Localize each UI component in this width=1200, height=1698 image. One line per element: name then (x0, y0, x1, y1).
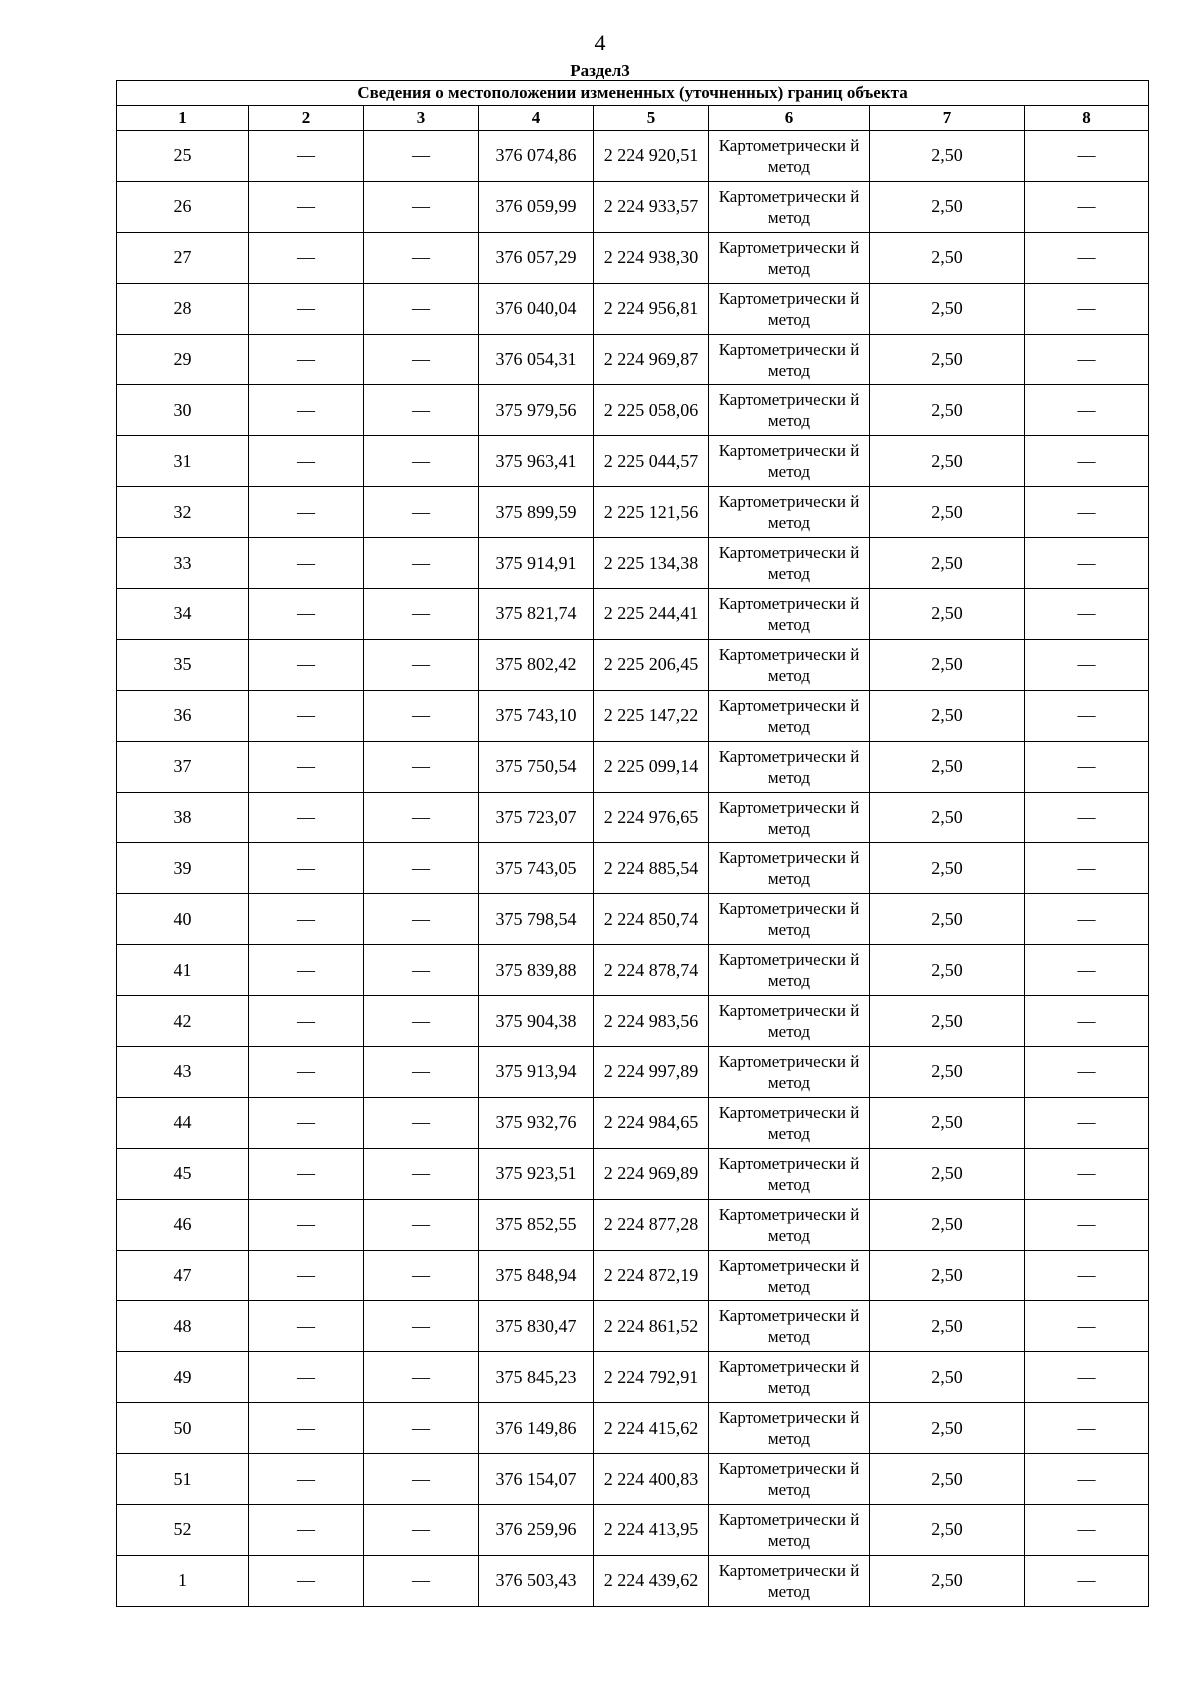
table-row (117, 1199, 1149, 1250)
cell-col-8: — (1025, 741, 1149, 792)
point-number: 30 (117, 385, 249, 436)
table-row (117, 385, 1149, 436)
point-number: 48 (117, 1301, 249, 1352)
coord-x: 375 743,10 (479, 690, 594, 741)
cell-col-3: — (364, 1403, 479, 1454)
coord-x: 375 904,38 (479, 996, 594, 1047)
method: Картометрически й метод (709, 232, 870, 283)
point-number: 34 (117, 589, 249, 640)
coord-y: 2 224 984,65 (594, 1097, 709, 1148)
cell-col-3: — (364, 639, 479, 690)
method: Картометрически й метод (709, 385, 870, 436)
method: Картометрически й метод (709, 639, 870, 690)
coord-y: 2 224 885,54 (594, 843, 709, 894)
cell-col-3: — (364, 792, 479, 843)
coord-x: 376 059,99 (479, 181, 594, 232)
cell-col-8: — (1025, 996, 1149, 1047)
coord-x: 375 821,74 (479, 589, 594, 640)
point-number: 46 (117, 1199, 249, 1250)
method: Картометрически й метод (709, 792, 870, 843)
method: Картометрически й метод (709, 538, 870, 589)
column-header-2: 2 (249, 106, 364, 131)
cell-col-8: — (1025, 487, 1149, 538)
cell-col-8: — (1025, 1454, 1149, 1505)
point-number: 39 (117, 843, 249, 894)
cell-col-8: — (1025, 945, 1149, 996)
cell-col-3: — (364, 538, 479, 589)
point-number: 49 (117, 1352, 249, 1403)
method: Картометрически й метод (709, 1301, 870, 1352)
coord-y: 2 224 413,95 (594, 1505, 709, 1556)
coord-y: 2 225 206,45 (594, 639, 709, 690)
table-row (117, 283, 1149, 334)
table-row (117, 181, 1149, 232)
accuracy: 2,50 (870, 741, 1025, 792)
cell-col-2: — (249, 1148, 364, 1199)
cell-col-2: — (249, 1301, 364, 1352)
method: Картометрически й метод (709, 741, 870, 792)
coord-x: 376 154,07 (479, 1454, 594, 1505)
coord-x: 375 923,51 (479, 1148, 594, 1199)
cell-col-3: — (364, 232, 479, 283)
table-caption-row (117, 81, 1149, 106)
cell-col-3: — (364, 1097, 479, 1148)
point-number: 47 (117, 1250, 249, 1301)
method: Картометрически й метод (709, 1148, 870, 1199)
cell-col-2: — (249, 1250, 364, 1301)
accuracy: 2,50 (870, 1505, 1025, 1556)
coord-y: 2 224 850,74 (594, 894, 709, 945)
method: Картометрически й метод (709, 1047, 870, 1098)
accuracy: 2,50 (870, 1403, 1025, 1454)
cell-col-2: — (249, 1199, 364, 1250)
accuracy: 2,50 (870, 1148, 1025, 1199)
cell-col-8: — (1025, 538, 1149, 589)
point-number: 32 (117, 487, 249, 538)
coord-y: 2 224 877,28 (594, 1199, 709, 1250)
accuracy: 2,50 (870, 334, 1025, 385)
cell-col-2: — (249, 690, 364, 741)
table-row (117, 1097, 1149, 1148)
accuracy: 2,50 (870, 1047, 1025, 1098)
coord-y: 2 224 969,87 (594, 334, 709, 385)
boundaries-table (116, 80, 1149, 1607)
cell-col-2: — (249, 385, 364, 436)
cell-col-3: — (364, 487, 479, 538)
point-number: 37 (117, 741, 249, 792)
method: Картометрически й метод (709, 487, 870, 538)
table-body (117, 131, 1149, 1607)
cell-col-3: — (364, 1352, 479, 1403)
method: Картометрически й метод (709, 1454, 870, 1505)
cell-col-2: — (249, 232, 364, 283)
cell-col-2: — (249, 792, 364, 843)
method: Картометрически й метод (709, 1403, 870, 1454)
table-row (117, 589, 1149, 640)
cell-col-8: — (1025, 232, 1149, 283)
table-row (117, 436, 1149, 487)
accuracy: 2,50 (870, 589, 1025, 640)
table-row (117, 232, 1149, 283)
point-number: 38 (117, 792, 249, 843)
cell-col-8: — (1025, 131, 1149, 182)
cell-col-2: — (249, 1403, 364, 1454)
table-row (117, 945, 1149, 996)
cell-col-2: — (249, 1097, 364, 1148)
cell-col-8: — (1025, 1047, 1149, 1098)
coord-y: 2 224 878,74 (594, 945, 709, 996)
accuracy: 2,50 (870, 232, 1025, 283)
accuracy: 2,50 (870, 436, 1025, 487)
cell-col-3: — (364, 996, 479, 1047)
table-row (117, 894, 1149, 945)
cell-col-3: — (364, 181, 479, 232)
coord-y: 2 224 415,62 (594, 1403, 709, 1454)
method: Картометрически й метод (709, 1199, 870, 1250)
table-row (117, 131, 1149, 182)
coord-y: 2 224 439,62 (594, 1555, 709, 1606)
point-number: 26 (117, 181, 249, 232)
point-number: 45 (117, 1148, 249, 1199)
cell-col-3: — (364, 283, 479, 334)
cell-col-8: — (1025, 385, 1149, 436)
accuracy: 2,50 (870, 1301, 1025, 1352)
coord-x: 375 963,41 (479, 436, 594, 487)
point-number: 31 (117, 436, 249, 487)
point-number: 35 (117, 639, 249, 690)
point-number: 25 (117, 131, 249, 182)
cell-col-8: — (1025, 334, 1149, 385)
accuracy: 2,50 (870, 792, 1025, 843)
point-number: 50 (117, 1403, 249, 1454)
cell-col-2: — (249, 741, 364, 792)
coord-x: 375 798,54 (479, 894, 594, 945)
cell-col-3: — (364, 945, 479, 996)
coord-y: 2 224 938,30 (594, 232, 709, 283)
method: Картометрически й метод (709, 131, 870, 182)
coord-x: 375 845,23 (479, 1352, 594, 1403)
coord-x: 375 852,55 (479, 1199, 594, 1250)
table-row (117, 1555, 1149, 1606)
cell-col-8: — (1025, 1199, 1149, 1250)
cell-col-2: — (249, 1505, 364, 1556)
point-number: 43 (117, 1047, 249, 1098)
cell-col-3: — (364, 1148, 479, 1199)
accuracy: 2,50 (870, 538, 1025, 589)
point-number: 40 (117, 894, 249, 945)
coord-y: 2 225 134,38 (594, 538, 709, 589)
table-row (117, 1454, 1149, 1505)
accuracy: 2,50 (870, 945, 1025, 996)
coord-y: 2 224 861,52 (594, 1301, 709, 1352)
table-row (117, 690, 1149, 741)
table-row (117, 1403, 1149, 1454)
cell-col-2: — (249, 1555, 364, 1606)
cell-col-3: — (364, 589, 479, 640)
cell-col-3: — (364, 436, 479, 487)
coord-x: 376 149,86 (479, 1403, 594, 1454)
method: Картометрически й метод (709, 1505, 870, 1556)
cell-col-2: — (249, 894, 364, 945)
cell-col-2: — (249, 639, 364, 690)
accuracy: 2,50 (870, 131, 1025, 182)
cell-col-3: — (364, 741, 479, 792)
method: Картометрически й метод (709, 1250, 870, 1301)
cell-col-3: — (364, 1250, 479, 1301)
table-caption: Сведения о местоположении измененных (уточненных) границ объекта (117, 81, 1149, 106)
coord-x: 375 830,47 (479, 1301, 594, 1352)
point-number: 51 (117, 1454, 249, 1505)
column-header-5: 5 (594, 106, 709, 131)
accuracy: 2,50 (870, 1555, 1025, 1606)
coord-x: 375 914,91 (479, 538, 594, 589)
coord-x: 375 932,76 (479, 1097, 594, 1148)
accuracy: 2,50 (870, 1097, 1025, 1148)
coord-x: 375 743,05 (479, 843, 594, 894)
cell-col-3: — (364, 131, 479, 182)
coord-x: 375 899,59 (479, 487, 594, 538)
method: Картометрически й метод (709, 996, 870, 1047)
coord-y: 2 224 983,56 (594, 996, 709, 1047)
coord-x: 375 979,56 (479, 385, 594, 436)
cell-col-3: — (364, 690, 479, 741)
coord-y: 2 224 933,57 (594, 181, 709, 232)
column-header-8: 8 (1025, 106, 1149, 131)
coord-x: 375 839,88 (479, 945, 594, 996)
table-row (117, 1505, 1149, 1556)
coord-y: 2 225 044,57 (594, 436, 709, 487)
accuracy: 2,50 (870, 385, 1025, 436)
cell-col-2: — (249, 181, 364, 232)
coord-x: 375 913,94 (479, 1047, 594, 1098)
cell-col-8: — (1025, 1352, 1149, 1403)
page-number: 4 (594, 30, 606, 55)
cell-col-2: — (249, 589, 364, 640)
cell-col-8: — (1025, 283, 1149, 334)
cell-col-3: — (364, 1505, 479, 1556)
method: Картометрически й метод (709, 690, 870, 741)
point-number: 27 (117, 232, 249, 283)
coord-x: 376 503,43 (479, 1555, 594, 1606)
cell-col-3: — (364, 1047, 479, 1098)
table-row (117, 1352, 1149, 1403)
cell-col-3: — (364, 334, 479, 385)
coord-y: 2 224 969,89 (594, 1148, 709, 1199)
table-row (117, 639, 1149, 690)
cell-col-8: — (1025, 843, 1149, 894)
method: Картометрически й метод (709, 436, 870, 487)
method: Картометрически й метод (709, 1097, 870, 1148)
column-header-6: 6 (709, 106, 870, 131)
accuracy: 2,50 (870, 1352, 1025, 1403)
point-number: 52 (117, 1505, 249, 1556)
accuracy: 2,50 (870, 843, 1025, 894)
accuracy: 2,50 (870, 181, 1025, 232)
cell-col-8: — (1025, 1148, 1149, 1199)
accuracy: 2,50 (870, 1454, 1025, 1505)
column-header-3: 3 (364, 106, 479, 131)
method: Картометрически й метод (709, 945, 870, 996)
coord-y: 2 225 244,41 (594, 589, 709, 640)
cell-col-8: — (1025, 589, 1149, 640)
point-number: 29 (117, 334, 249, 385)
cell-col-2: — (249, 283, 364, 334)
cell-col-8: — (1025, 690, 1149, 741)
point-number: 36 (117, 690, 249, 741)
point-number: 44 (117, 1097, 249, 1148)
coord-y: 2 224 400,83 (594, 1454, 709, 1505)
point-number: 1 (117, 1555, 249, 1606)
method: Картометрически й метод (709, 1352, 870, 1403)
method: Картометрически й метод (709, 589, 870, 640)
cell-col-8: — (1025, 1301, 1149, 1352)
cell-col-8: — (1025, 1250, 1149, 1301)
accuracy: 2,50 (870, 487, 1025, 538)
cell-col-2: — (249, 1454, 364, 1505)
coord-y: 2 224 976,65 (594, 792, 709, 843)
coord-y: 2 224 997,89 (594, 1047, 709, 1098)
cell-col-2: — (249, 487, 364, 538)
cell-col-8: — (1025, 639, 1149, 690)
cell-col-3: — (364, 385, 479, 436)
method: Картометрически й метод (709, 1555, 870, 1606)
cell-col-8: — (1025, 1403, 1149, 1454)
coord-x: 376 259,96 (479, 1505, 594, 1556)
table-row (117, 538, 1149, 589)
coord-y: 2 225 121,56 (594, 487, 709, 538)
coord-y: 2 225 147,22 (594, 690, 709, 741)
coord-y: 2 225 058,06 (594, 385, 709, 436)
point-number: 33 (117, 538, 249, 589)
table-row (117, 996, 1149, 1047)
column-header-1: 1 (117, 106, 249, 131)
coord-x: 375 750,54 (479, 741, 594, 792)
column-header-4: 4 (479, 106, 594, 131)
coord-x: 376 040,04 (479, 283, 594, 334)
method: Картометрически й метод (709, 181, 870, 232)
table-row (117, 843, 1149, 894)
coord-x: 376 057,29 (479, 232, 594, 283)
coord-x: 375 802,42 (479, 639, 594, 690)
cell-col-3: — (364, 1301, 479, 1352)
method: Картометрически й метод (709, 283, 870, 334)
table-row (117, 334, 1149, 385)
point-number: 41 (117, 945, 249, 996)
accuracy: 2,50 (870, 690, 1025, 741)
table-row (117, 741, 1149, 792)
accuracy: 2,50 (870, 639, 1025, 690)
section-title: Раздел3 (570, 61, 630, 80)
cell-col-3: — (364, 1454, 479, 1505)
method: Картометрически й метод (709, 894, 870, 945)
coord-x: 375 723,07 (479, 792, 594, 843)
coord-y: 2 224 920,51 (594, 131, 709, 182)
cell-col-2: — (249, 436, 364, 487)
cell-col-2: — (249, 538, 364, 589)
table-row (117, 1250, 1149, 1301)
cell-col-8: — (1025, 1555, 1149, 1606)
table-row (117, 1301, 1149, 1352)
cell-col-8: — (1025, 792, 1149, 843)
cell-col-3: — (364, 1199, 479, 1250)
accuracy: 2,50 (870, 894, 1025, 945)
table-row (117, 1047, 1149, 1098)
cell-col-2: — (249, 843, 364, 894)
coord-x: 375 848,94 (479, 1250, 594, 1301)
coord-x: 376 054,31 (479, 334, 594, 385)
table-header-row (117, 106, 1149, 131)
coord-y: 2 225 099,14 (594, 741, 709, 792)
table-row (117, 487, 1149, 538)
coord-y: 2 224 956,81 (594, 283, 709, 334)
table-row (117, 1148, 1149, 1199)
coord-y: 2 224 872,19 (594, 1250, 709, 1301)
table-row (117, 792, 1149, 843)
cell-col-2: — (249, 334, 364, 385)
cell-col-2: — (249, 996, 364, 1047)
column-header-7: 7 (870, 106, 1025, 131)
cell-col-2: — (249, 131, 364, 182)
point-number: 42 (117, 996, 249, 1047)
cell-col-3: — (364, 894, 479, 945)
cell-col-3: — (364, 843, 479, 894)
coord-y: 2 224 792,91 (594, 1352, 709, 1403)
cell-col-2: — (249, 1047, 364, 1098)
accuracy: 2,50 (870, 996, 1025, 1047)
method: Картометрически й метод (709, 843, 870, 894)
cell-col-8: — (1025, 436, 1149, 487)
cell-col-3: — (364, 1555, 479, 1606)
cell-col-2: — (249, 1352, 364, 1403)
coord-x: 376 074,86 (479, 131, 594, 182)
accuracy: 2,50 (870, 283, 1025, 334)
cell-col-8: — (1025, 1505, 1149, 1556)
cell-col-8: — (1025, 894, 1149, 945)
point-number: 28 (117, 283, 249, 334)
accuracy: 2,50 (870, 1199, 1025, 1250)
method: Картометрически й метод (709, 334, 870, 385)
cell-col-8: — (1025, 181, 1149, 232)
cell-col-8: — (1025, 1097, 1149, 1148)
accuracy: 2,50 (870, 1250, 1025, 1301)
cell-col-2: — (249, 945, 364, 996)
